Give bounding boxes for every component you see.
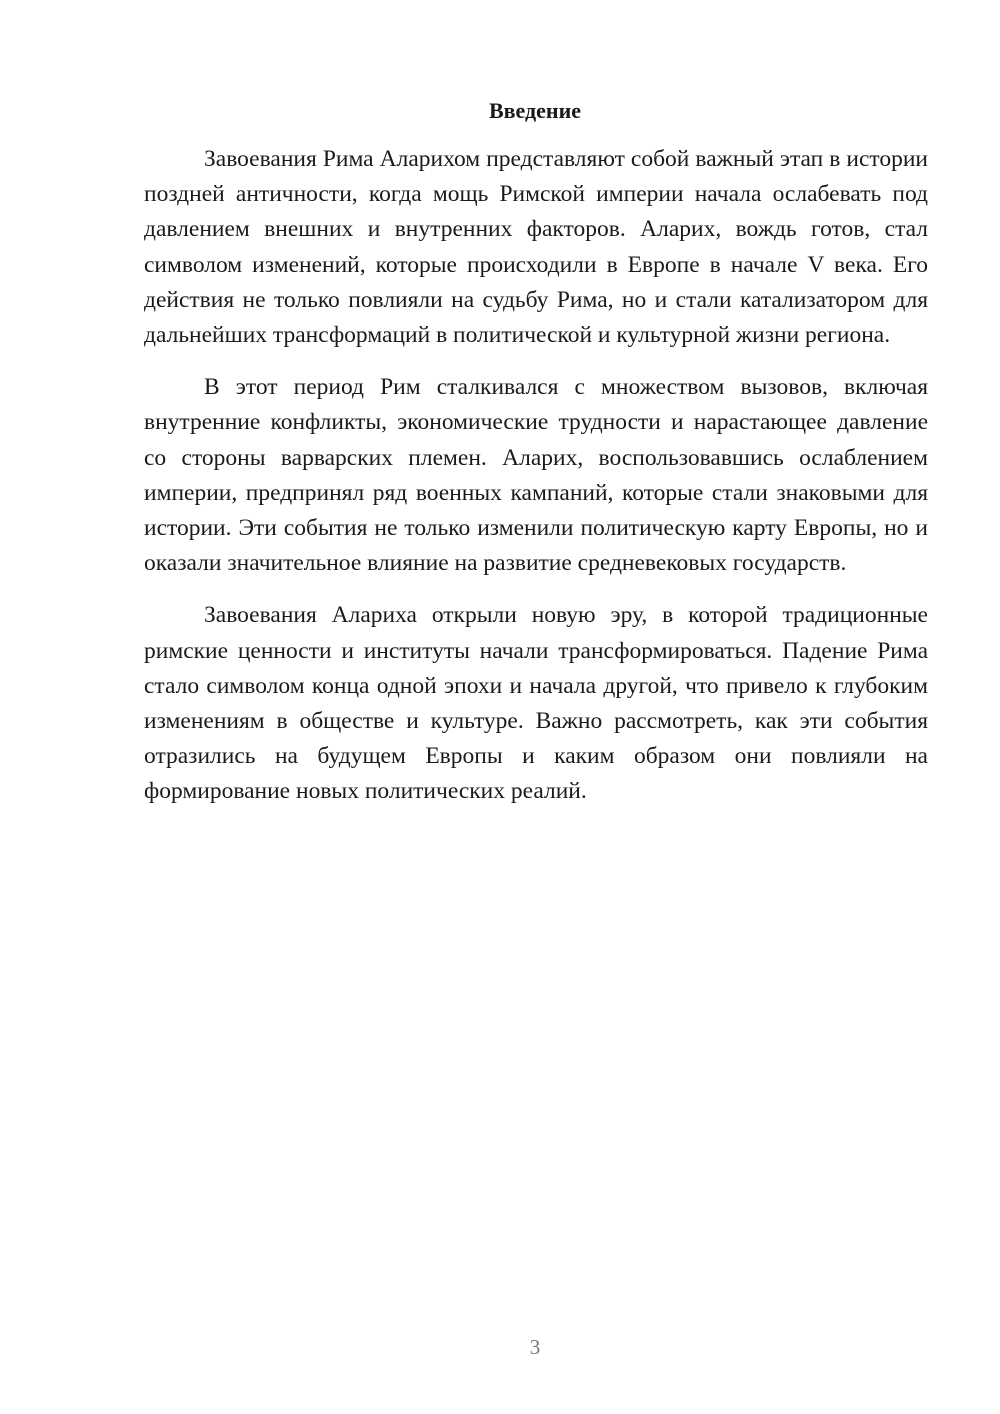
paragraph-3: Завоевания Алариха открыли новую эру, в которой традиционные римские ценности и институты начали трансформироваться. Падение Рима стало символом конца одной эпохи и начала другой, что привело к глубоким изменениям в обществе и культуре. Важно рассмотреть, как эти события отразились на будущем Европы и каким образом они повлияли на формирование новых политических реалий. [144, 602, 928, 805]
page-number: 3 [529, 1335, 541, 1359]
paragraph-1: Завоевания Рима Аларихом представляют собой важный этап в истории поздней античности, когда мощь Римской империи начала ослабевать под давлением внешних и внутренних факторов. Аларих, вождь готов, стал символом изменений, которые происходили в Европе в начале V века. Его действия не только повлияли на судьбу Рима, но и стали катализатором для дальнейших трансформаций в политической и культурной жизни региона. [144, 146, 928, 349]
paragraph-2: В этот период Рим сталкивался с множеством вызовов, включая внутренние конфликты, экономические трудности и нарастающее давление со стороны варварских племен. Аларих, воспользовавшись ослаблением империи, предпринял ряд военных кампаний, которые стали знаковыми для истории. Эти события не только изменили политическую карту Европы, но и оказали значительное влияние на развитие средневековых государств. [144, 374, 928, 577]
body-text [144, 142, 928, 827]
section-title: Введение [488, 98, 582, 123]
